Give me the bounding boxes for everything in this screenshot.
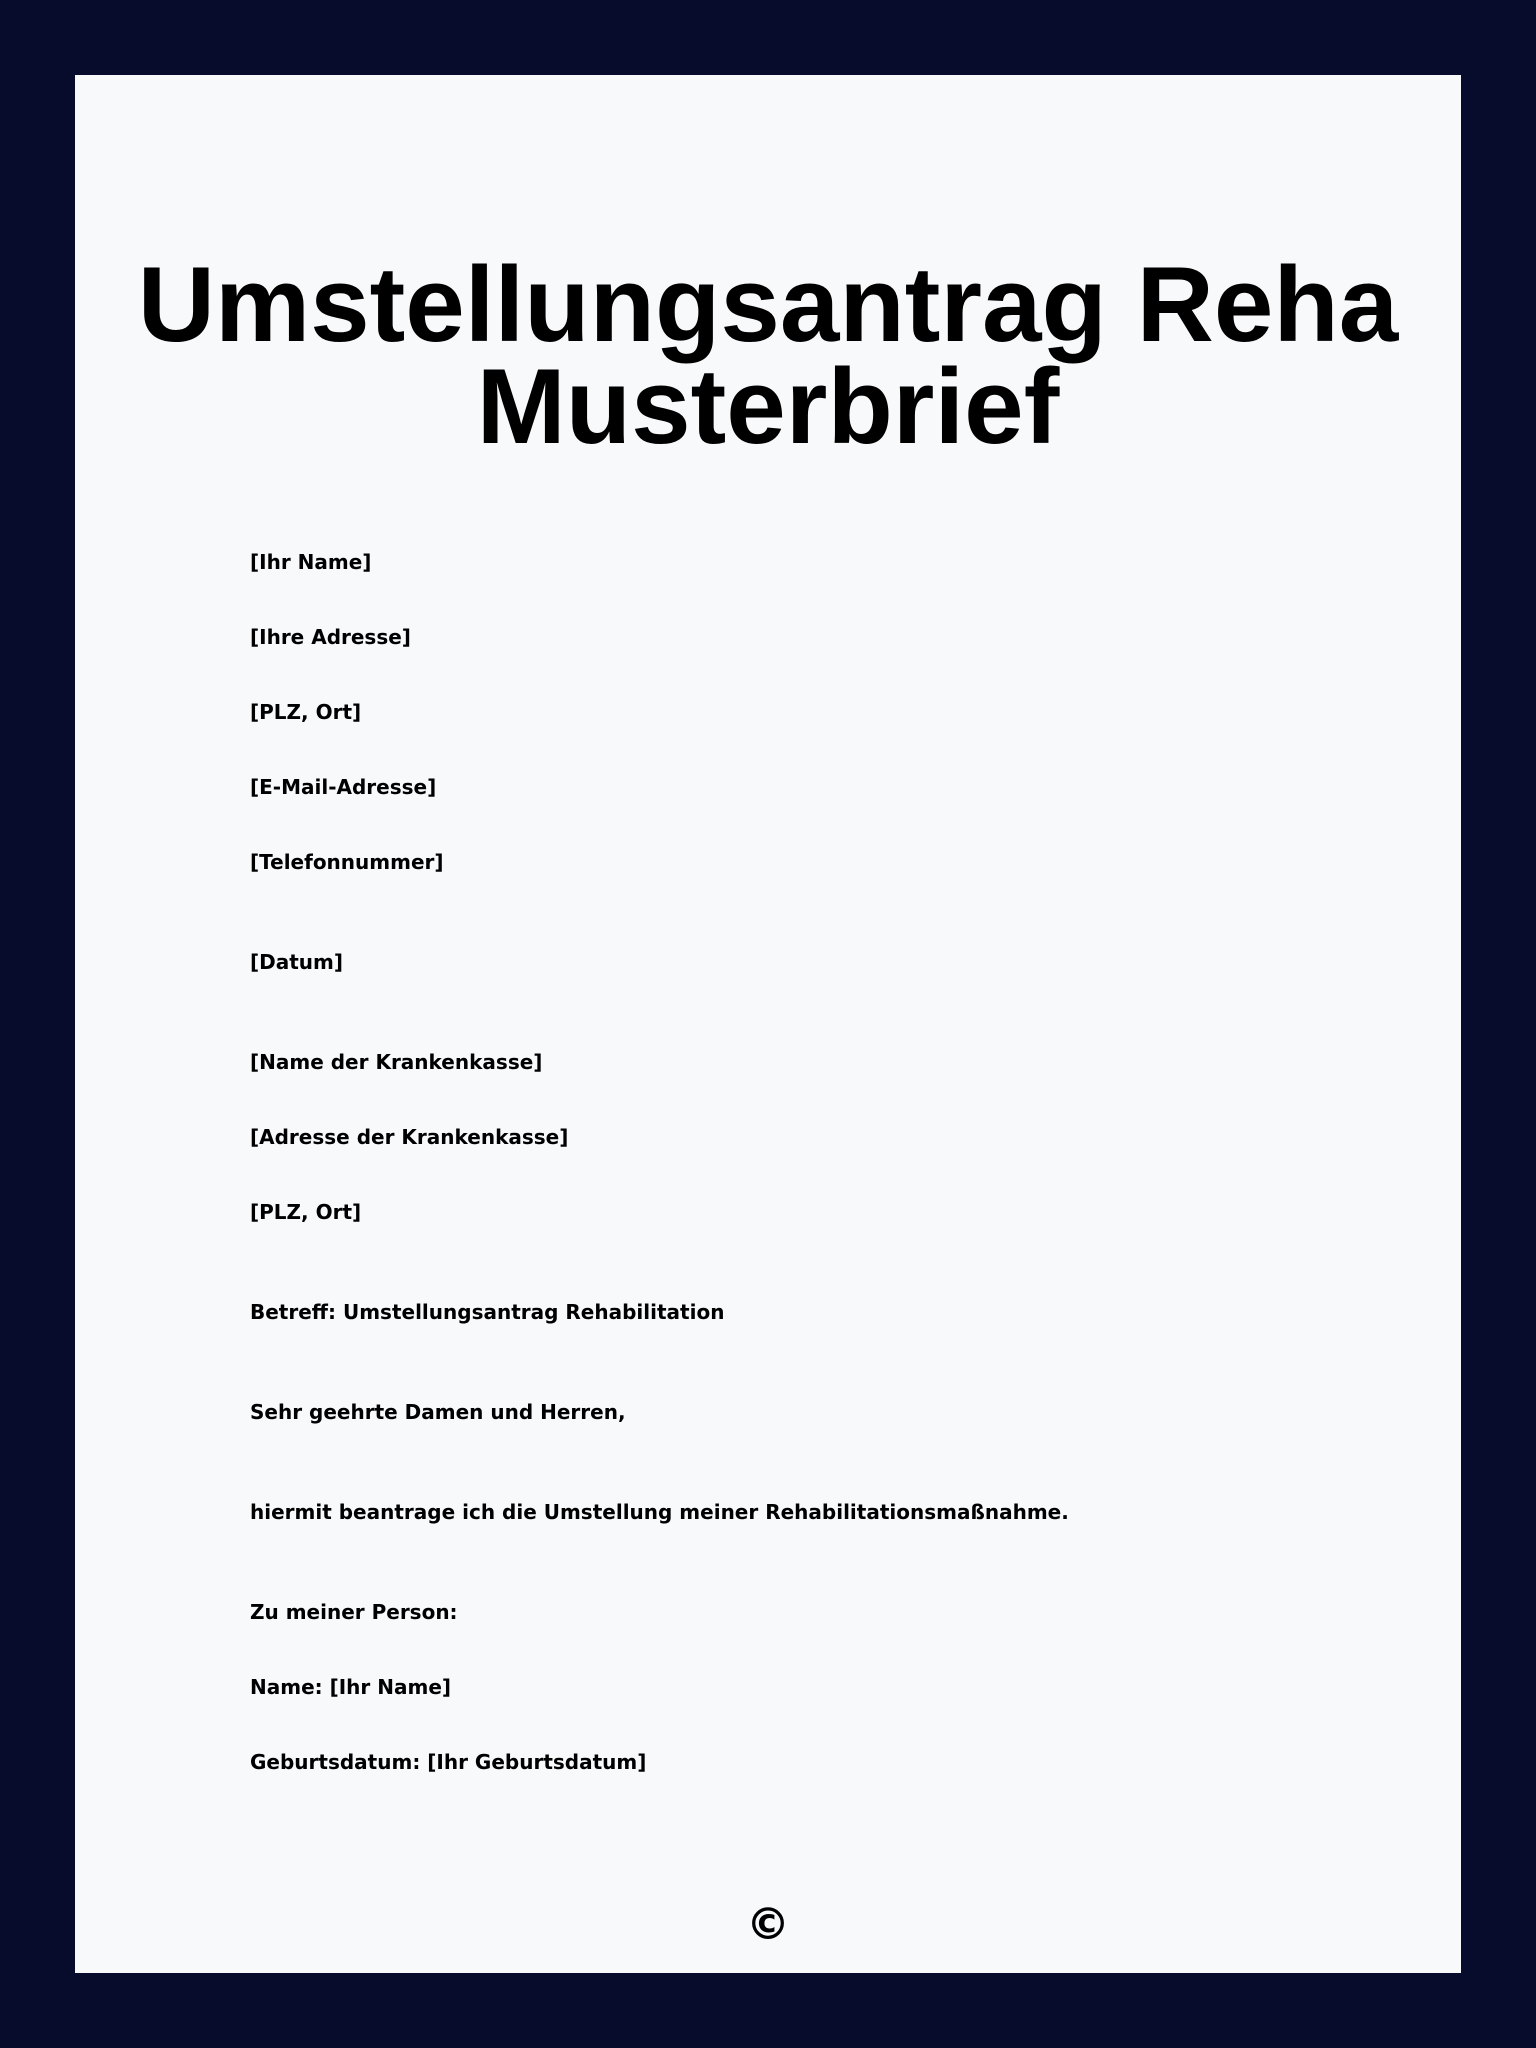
- sender-phone: [Telefonnummer]: [250, 850, 444, 874]
- sender-zip-city: [PLZ, Ort]: [250, 700, 362, 724]
- recipient-address: [Adresse der Krankenkasse]: [250, 1125, 569, 1149]
- letter-date: [Datum]: [250, 950, 344, 974]
- sender-email: [E-Mail-Adresse]: [250, 775, 437, 799]
- sender-name: [Ihr Name]: [250, 550, 372, 574]
- page-title: [75, 244, 1461, 466]
- letter-intro: hiermit beantrage ich die Umstellung meiner Rehabilitationsmaßnahme.: [250, 1500, 1069, 1524]
- letter-salutation: Sehr geehrte Damen und Herren,: [250, 1400, 626, 1424]
- person-name: Name: [Ihr Name]: [250, 1675, 452, 1699]
- person-birthdate: Geburtsdatum: [Ihr Geburtsdatum]: [250, 1750, 647, 1774]
- letter-page: [75, 75, 1461, 1973]
- page-title-line-1: Umstellungsantrag Reha: [137, 244, 1399, 364]
- page-title-line-2: Musterbrief: [476, 346, 1060, 466]
- letter-subject: Betreff: Umstellungsantrag Rehabilitation: [250, 1300, 725, 1324]
- recipient-name: [Name der Krankenkasse]: [250, 1050, 543, 1074]
- sender-address: [Ihre Adresse]: [250, 625, 411, 649]
- recipient-zip-city: [PLZ, Ort]: [250, 1200, 362, 1224]
- copyright-icon: ©: [746, 1899, 790, 1950]
- person-heading: Zu meiner Person:: [250, 1600, 458, 1624]
